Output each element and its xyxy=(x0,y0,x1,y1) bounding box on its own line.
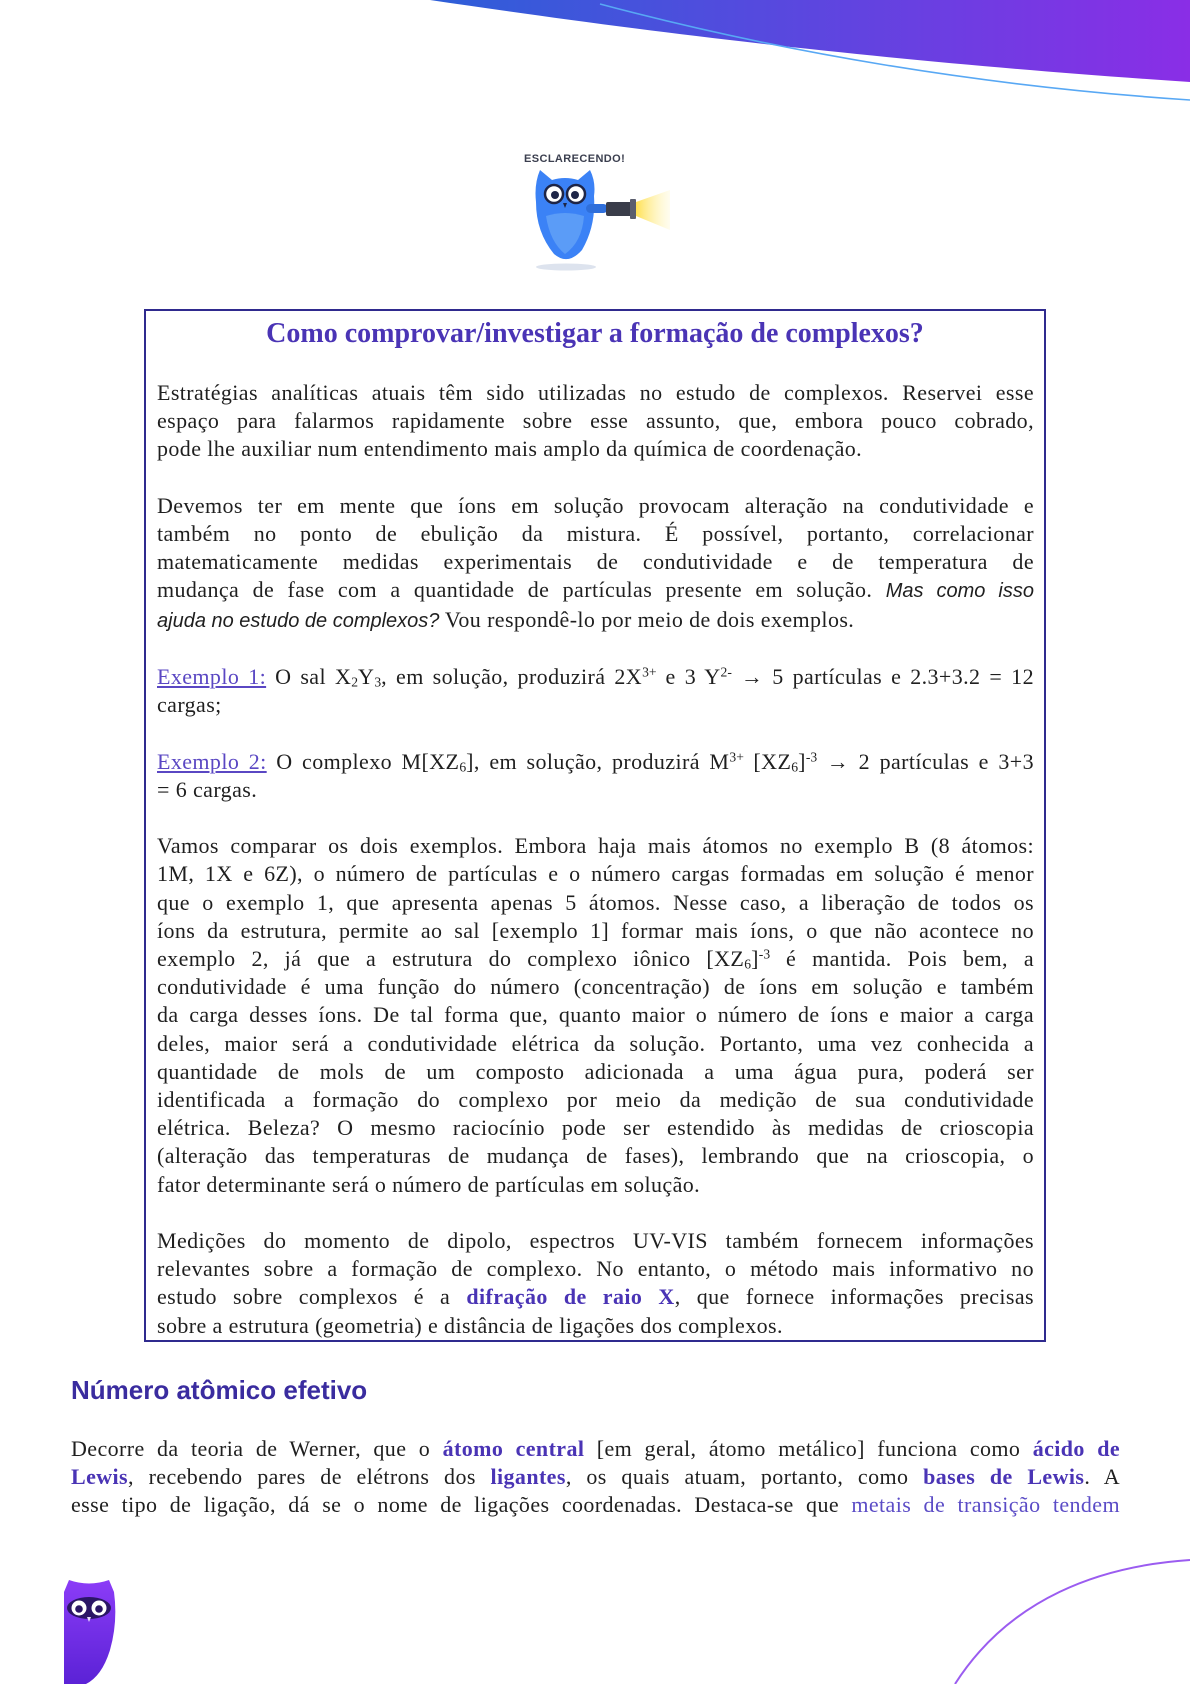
text-line: fator determinante será o número de partículas em solução. xyxy=(157,1171,701,1197)
paragraph-other-methods xyxy=(157,1227,1034,1340)
text-line: pode lhe auxiliar num entendimento mais amplo da química de coordenação. xyxy=(157,436,863,462)
text-line: Devemos ter em mente que íons em solução provocam alteração na condutividade e xyxy=(157,492,1034,518)
mascot-illustration xyxy=(520,146,680,276)
bold-term: bases de Lewis xyxy=(923,1464,1085,1490)
text-segment: estudo sobre complexos é a xyxy=(157,1284,467,1310)
text-line: = 6 cargas. xyxy=(157,776,258,802)
italic-question: Mas como isso xyxy=(885,580,1034,603)
text-segment: → 2 partículas e 3+3 xyxy=(817,748,1034,774)
superscript: -3 xyxy=(758,946,771,962)
superscript: 2- xyxy=(720,664,732,680)
superscript: -3 xyxy=(805,749,818,765)
text-segment: O sal X xyxy=(266,664,352,689)
text-line: cargas; xyxy=(157,692,222,718)
bold-term: átomo central xyxy=(442,1436,585,1461)
subscript: 3 xyxy=(374,674,382,690)
werner-paragraph xyxy=(71,1435,1120,1520)
text-line: sobre a estrutura (geometria) e distância de ligações dos complexos. xyxy=(157,1312,783,1338)
text-segment: ] xyxy=(798,748,806,774)
text-segment: esse tipo de ligação, dá se o nome de ligações coordenadas. Destaca-se que xyxy=(71,1492,852,1518)
subscript: 6 xyxy=(744,956,752,972)
text-line: quantidade de mols de um composto adicionada a uma água pura, poderá ser xyxy=(157,1058,1034,1084)
superscript: 3+ xyxy=(729,749,744,765)
subscript: 2 xyxy=(351,674,359,690)
top-right-decorative-wave xyxy=(0,0,1190,120)
flashlight-head xyxy=(630,199,636,219)
owl-pupil-left xyxy=(551,191,559,199)
text-segment: Vou respondê-lo por meio de dois exemplos. xyxy=(439,606,855,632)
paragraph-comparison xyxy=(157,832,1034,1199)
curve-line xyxy=(955,1560,1190,1684)
text-line xyxy=(157,748,1034,776)
text-line xyxy=(71,1463,1120,1491)
text-segment: [em geral, átomo metálico] funciona como xyxy=(584,1436,1033,1461)
text-line: que o exemplo 1, que apresenta apenas 5 átomos. Nesse caso, a liberação de todos os xyxy=(157,889,1034,915)
bold-term: difração de raio X xyxy=(466,1284,675,1310)
text-segment: , recebendo pares de elétrons dos xyxy=(128,1464,491,1490)
bottom-right-decorative-curve xyxy=(900,1540,1190,1684)
text-segment: mudança de fase com a quantidade de partículas presente em solução. xyxy=(157,577,886,603)
text-segment: , que fornece informações precisas xyxy=(674,1284,1034,1310)
light-beam xyxy=(636,190,670,230)
logo-pupil-right xyxy=(95,1605,103,1613)
text-segment: . A xyxy=(1084,1464,1120,1490)
highlighted-term: metais de transição tendem xyxy=(851,1492,1120,1518)
text-segment: é mantida. Pois bem, a xyxy=(770,946,1034,971)
example-1 xyxy=(157,663,1034,719)
text-segment: exemplo 2, já que a estrutura do complexo iônico [XZ xyxy=(157,946,745,971)
text-line: Vamos comparar os dois exemplos. Embora haja mais átomos no exemplo B (8 átomos: xyxy=(157,833,1034,859)
superscript: 3+ xyxy=(642,664,657,680)
box-title: Como comprovar/investigar a formação de complexos? xyxy=(266,318,924,349)
text-line xyxy=(71,1435,1120,1463)
text-line: relevantes sobre a formação de complexo. No entanto, o método mais informativo no xyxy=(157,1256,1034,1282)
bold-term: ligantes xyxy=(490,1464,566,1490)
text-segment: ], em solução, produzirá M xyxy=(466,748,730,774)
text-line xyxy=(157,576,1034,605)
text-line: da carga desses íons. De tal forma que, quanto maior o número de íons e maior a carga xyxy=(157,1002,1034,1028)
text-segment: [XZ xyxy=(743,748,792,774)
esclarecendo-mascot xyxy=(520,146,680,276)
subscript: 6 xyxy=(459,759,467,775)
paragraph-analytical-strategies xyxy=(157,379,1034,464)
text-segment: O complexo M[XZ xyxy=(266,748,460,774)
logo-owl-body xyxy=(64,1580,115,1684)
clarification-box xyxy=(144,309,1046,1342)
text-line: íons da estrutura, permite ao sal [exemplo 1] formar mais íons, o que não acontece no xyxy=(157,917,1034,943)
text-line: também no ponto de ebulição da mistura. É possível, portanto, correlacionar xyxy=(157,521,1034,546)
bold-term: ácido de xyxy=(1032,1436,1120,1461)
owl-arm xyxy=(586,204,608,213)
text-segment: Decorre da teoria de Werner, que o xyxy=(71,1436,443,1461)
italic-question: ajuda no estudo de complexos? xyxy=(157,609,440,632)
owl-logo-icon xyxy=(62,1578,116,1684)
text-line xyxy=(71,1491,1120,1519)
text-segment: e 3 Y xyxy=(656,664,721,689)
text-segment: Y xyxy=(358,664,375,689)
text-line: 1M, 1X e 6Z), o número de partículas e o número cargas formadas em solução é menor xyxy=(157,861,1034,887)
flashlight-icon xyxy=(606,202,632,216)
mascot-shadow xyxy=(536,264,596,271)
logo-pupil-left xyxy=(75,1605,83,1613)
text-line: espaço para falarmos rapidamente sobre esse assunto, que, embora pouco cobrado, xyxy=(157,408,1034,434)
text-segment: ] xyxy=(751,946,759,971)
text-line xyxy=(157,606,1034,635)
section-heading: Número atômico efetivo xyxy=(71,1375,368,1405)
text-segment: , em solução, produzirá 2X xyxy=(381,664,643,689)
text-line xyxy=(157,1283,1034,1311)
text-segment: → 5 partículas e 2.3+3.2 = 12 xyxy=(731,664,1034,689)
text-line: deles, maior será a condutividade elétrica da solução. Portanto, uma vez conhecida a xyxy=(157,1030,1034,1056)
owl-pupil-right xyxy=(571,191,579,199)
text-line: matematicamente medidas experimentais de condutividade e de temperatura de xyxy=(157,549,1034,575)
box-body xyxy=(157,379,1034,1368)
text-line: Estratégias analíticas atuais têm sido utilizadas no estudo de complexos. Reservei esse xyxy=(157,380,1034,405)
paragraph-conductivity xyxy=(157,492,1034,635)
text-line xyxy=(157,663,1034,691)
text-line xyxy=(157,945,1034,973)
wave-band xyxy=(430,0,1190,82)
example-1-link[interactable]: Exemplo 1: xyxy=(157,664,267,689)
subscript: 6 xyxy=(791,759,799,775)
example-2 xyxy=(157,748,1034,804)
example-2-link[interactable]: Exemplo 2: xyxy=(157,748,267,774)
text-line: Medições do momento de dipolo, espectros UV-VIS também fornecem informações xyxy=(157,1228,1034,1254)
text-segment: , os quais atuam, portanto, como xyxy=(565,1464,924,1490)
text-line: identificada a formação do complexo por meio da medição de sua condutividade xyxy=(157,1087,1034,1113)
text-line: (alteração das temperaturas de mudança de fases), lembrando que na crioscopia, o xyxy=(157,1143,1034,1169)
text-line: elétrica. Beleza? O mesmo raciocínio pode ser estendido às medidas de crioscopia xyxy=(157,1115,1034,1141)
mascot-label: ESCLARECENDO! xyxy=(524,153,626,165)
bold-term: Lewis xyxy=(71,1464,128,1490)
text-line: condutividade é uma função do número (concentração) de íons em solução e também xyxy=(157,974,1034,1000)
